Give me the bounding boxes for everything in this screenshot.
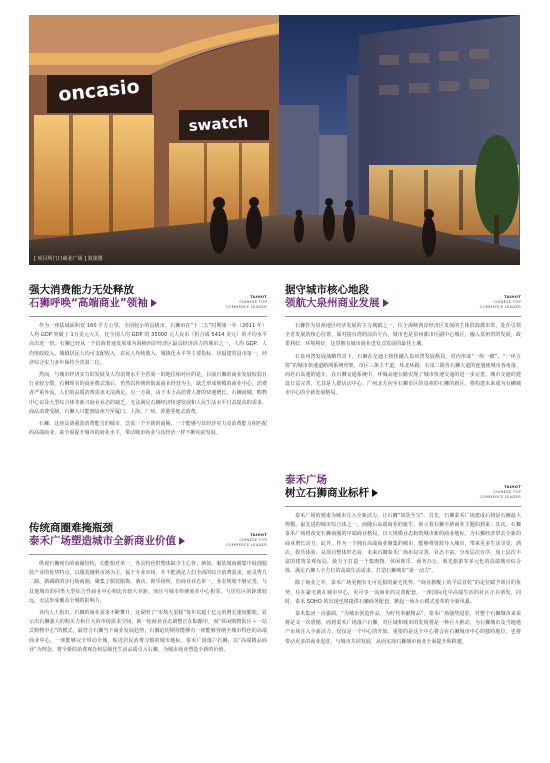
brand-line-2: CHINESE TOP: [239, 299, 267, 304]
brand-line-1: TAIHOT: [504, 294, 521, 299]
section-divider: [29, 316, 267, 317]
brand-line-3: COMMERCE LEADER: [225, 304, 267, 309]
arrow-icon: [383, 299, 389, 307]
street-scene-illustration: [29, 15, 520, 265]
taihot-brand-mark: [215, 294, 267, 309]
paragraph: 然而，与城市经济实力的发展及人均消费水平全省第一的地位相对应的是，目前石狮的商业发展较弱且行业较分散，石狮现有的商业模式落后，仍然以传统的街面商业经营为主，缺乏形成规模的商业中心，消费者严重外流，人们的品质消费需求无法满足。另一方面，由于本土高消费人群的快速增长，石狮商城、购物中心以及大型综合体等新兴商业业态的缺乏，无法满足石狮经济快速发展和人民生活水平日益提高的需求，商品消费受制，石狮人只能到泉州乃至厦门、上海、广州、香港等地去消费。: [29, 372, 267, 415]
taihot-brand-mark: [215, 532, 267, 547]
paragraph: 泰禾广场的到来为城市注入全新活力，让石狮“如获至宝”。首先，石狮泰禾广场建成后将是石狮最大规模、最先进的城市综合体之一，而随后高端商业的诞生，预示着石狮全新商业主题的到来；其次，石狮泰禾广场将改变石狮商圈的中端商业格局，以大规模业态构筑城市新的商业地标，为石狮经济带去全新的商业增长动力；此外，作为一个拥有高端商业聚集的城市，能够将资源导入城市，带来更多生活享受、酒店、娱乐体验。从项目整体形态看，未来石狮泰禾广场布局完善、业态丰富、分布层次有序，加上层次丰富的建筑景观布局，致力于打造一个集购物、休闲娱乐、商务办公、观光旅游等多元化的高端城市综合体，满足石狮人全方位的高端生活需求，打造石狮城市“第一动力”。: [285, 513, 521, 575]
arrow-icon: [372, 489, 378, 497]
section-divider: [285, 316, 521, 317]
brand-line-2: CHINESE TOP: [493, 489, 521, 494]
paragraph: 作为一座陆域面积仅 160 平方公里、全国较小的县级市，石狮市在“十二五”时期第一年（2011 年）人均 GDP 突破了 1万美元大关，比全国人均 GDP 的 35000 元人民币（折合成 5414 美元）的平均水平高出近一倍。石狮已经从一个沿海普通发展成为海峡西岸经济区最具经济活力的城市之一，人均 GDP、人均财政收入、城镇居民人均可支配收入、农民人均纯收入、城镇化水平等主要指标，居福建省县市第一，经济综合实力多年保持全省第二位。: [29, 323, 267, 366]
left-section-1-body: [29, 322, 267, 441]
right-section-2-heading: [285, 474, 378, 500]
left-s1-title-line1: 强大消费能力无处释放: [29, 284, 134, 296]
swatch-sign: swatch: [188, 112, 249, 135]
paragraph: 石狮作为泉州地区经济发展的主力城镇之一，位于海峡西岸经济区发展的主体滨海都市带，处在引领全省发展的核心位置，面对接台湾的前沿平台，城市也是泉州都市区副中心城区，融入泉州湾的发展，政策利好，环境利好，这里拥有城市商业迸发式发展的最佳土壤。: [285, 323, 521, 348]
paragraph: 业内人士指出，石狮的商业需求不断攀升，这说明了“市场大蛋糕”每年以超十亿元的增长速度膨胀，显示出石狮强大的购买力和巨大的市场需求空间，新一轮商业业态调整正在酝酿中，而“休闲购物街区＋一站式购物中心”的模式，最符合石狮当下商业发展趋势，石狮迫切期待能够有一座能够容纳全城市特色的高端商业中心，一座能够完全带动全城，贴近居民消费习惯的城市地标。泰禾广场落户石狮，以“高端精品商业”为理念，将全新的消费观念和层级化生活品质引入石狮，为城市商业塑造全新的价值。: [29, 610, 267, 653]
paragraph: 在泉州湾发展战略背景下，石狮在交通上按快融入泉州湾发展格局，对内形成“一纵一横”、“一环五射”的城市快速道路网系统骨架，市区三条主干道、环北环路、石泉二路等石狮大道的连通使城市各角落，而若石高速的通车，在石狮交通系统中，环城高速公路实现了城市快速交通的进一步完善。城市交通的建设日益完善，尤其是人群活动中心、广州北方向至石狮市区的泉州的石狮的新区，将构建未来成为石狮城市中心的全新发展格局。: [285, 353, 521, 397]
left-section-2-heading: [29, 522, 185, 548]
brand-line-1: TAIHOT: [504, 484, 521, 489]
section-divider: [285, 506, 521, 507]
right-section-1-heading: [285, 284, 389, 310]
taihot-brand-mark: [469, 294, 521, 309]
arrow-icon: [179, 537, 185, 545]
hero-caption: [ 项目所门口商业广场 ] 效果图: [34, 256, 103, 262]
right-section-1-body: [285, 322, 521, 402]
left-s2-title-line2: 泰禾广场塑造城市全新商业价值: [29, 535, 185, 548]
paragraph: 石狮，这座具备强劲消费能力的城市，急需一个全新的商圈，一个能够与其经济实力及消费能力相匹配的高端商业，来全面提升城市的商业水平，带动城市商业与其经济一样不断向前发展。: [29, 421, 267, 437]
brand-line-3: COMMERCE LEADER: [479, 304, 521, 309]
brand-line-1: TAIHOT: [250, 532, 267, 537]
right-s1-title-line1: 据守城市核心地段: [285, 284, 369, 296]
right-s2-title-line2: 树立石狮商业标杆: [285, 487, 378, 500]
hero-rendering: [29, 15, 520, 265]
taihot-brand-mark: [469, 484, 521, 499]
left-s1-title-line2: 石狮呼唤“高端商业”领袖: [29, 297, 157, 310]
brand-line-2: CHINESE TOP: [493, 299, 521, 304]
brand-line-1: TAIHOT: [250, 294, 267, 299]
section-divider: [29, 554, 267, 555]
paragraph: 泰禾集团一直强调，“为城市创造作品，为时代奉献精品”。泰禾广场强势进驻，对整个石狮城市来说将是又一次震撼，而将泰禾广场落户石狮，对区域和城市的发展将是一种巨大推动，为石狮城市及当地地产市场注入全新活力，仅仅是一个中心的开始。重要的是这个中心将会在石狮城市中心的独特地位，也将带动更多的商业进驻，与城市共同发展，从而实现石狮城市商业全面提升和跨越。: [285, 611, 521, 645]
brand-line-3: COMMERCE LEADER: [225, 542, 267, 547]
right-s2-title-line1: 泰禾广场: [285, 474, 327, 486]
paragraph: 除了商业之外，泰禾广场更拥有无可比拟的豪宅优势。“商业旗舰上的平层首装”的定位赋予项目的优势，住在豪宅就在城市中心，更可享一流商业的完善配套，一座国际化中高端生活的社区正在萌发，同时，泰禾 SOHO 的出现也将提供石狮商务配套，掀起一场办公模式变革的全新风暴。: [285, 580, 521, 605]
brand-line-2: CHINESE TOP: [239, 537, 267, 542]
oncasio-sign: oncasio: [57, 75, 141, 106]
right-section-2-body: [285, 512, 521, 650]
arrow-icon: [151, 299, 157, 307]
right-s1-title-line2: 领航大泉州商业发展: [285, 297, 389, 310]
left-s2-title-line1: 传统商圈难掩瓶颈: [29, 522, 113, 534]
left-section-2-body: [29, 560, 267, 658]
paragraph: 纵观石狮现有的商圈结构，功能相对单一，各具特色但整体缺少主心骨。例如，服装城商圈集中展现服装产业的优势特点，以服装辅料市场为主，属于专业市场，并不能满足人们全面的综合消费需求；而灵秀九二路、新湖路的步行街商圈，聚集了服装服饰、酒店、娱乐场所，但商业业态单一，业态规划不够完善，与其他城市的同类大型综合性商业中心相比有较大差距，而且与城市传统商业中心相邻，与居住区的距离较远，无法形成覆盖全城的影响力。: [29, 561, 267, 604]
brand-line-3: COMMERCE LEADER: [479, 494, 521, 499]
left-section-1-heading: [29, 284, 157, 310]
